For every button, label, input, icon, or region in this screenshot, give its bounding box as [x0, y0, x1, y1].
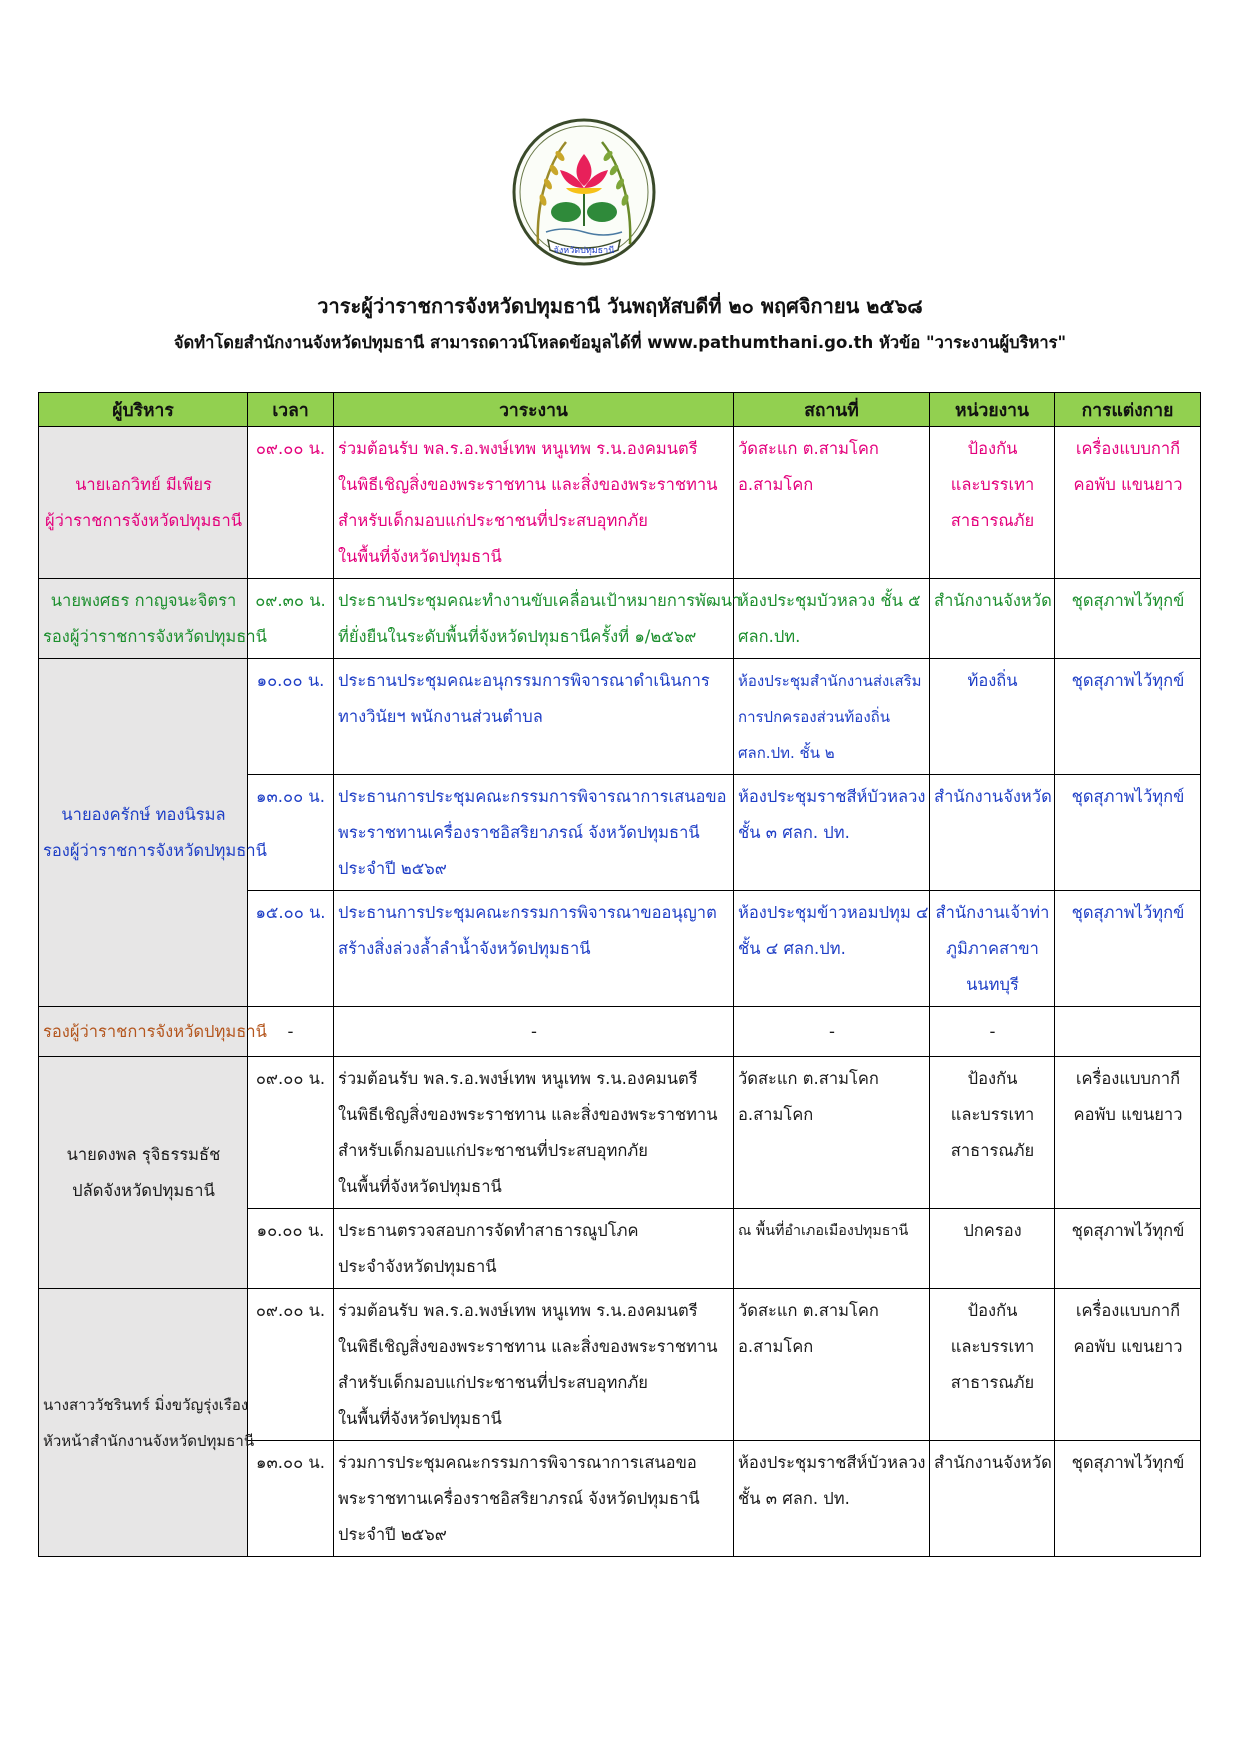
dress-line: คอพับ แขนยาว — [1073, 1105, 1183, 1124]
place-line: ห้องประชุมบัวหลวง ชั้น ๕ — [738, 591, 921, 610]
unit-cell — [930, 1289, 1055, 1441]
dress-line: ชุดสุภาพไว้ทุกข์ — [1071, 787, 1185, 806]
executive-cell — [39, 579, 267, 659]
agenda-line: สำหรับเด็กมอบแก่ประชาชนที่ประสบอุทกภัย — [338, 511, 648, 530]
unit-line: ภูมิภาคสาขา — [946, 939, 1039, 958]
unit-line: และบรรเทา — [950, 1105, 1035, 1124]
agenda-line: ในพื้นที่จังหวัดปทุมธานี — [338, 547, 502, 566]
executive-name-line: นายเอกวิทย์ มีเพียร — [75, 475, 212, 494]
time-cell: ๑๓.๐๐ น. — [248, 1441, 334, 1557]
dress-line: คอพับ แขนยาว — [1073, 475, 1183, 494]
place-line: อ.สามโคก — [738, 1337, 814, 1356]
dress-line: เครื่องแบบกากี — [1075, 1069, 1181, 1088]
unit-line: และบรรเทา — [950, 1337, 1035, 1356]
executive-name-line: รองผู้ว่าราชการจังหวัดปทุมธานี — [43, 627, 267, 646]
agenda-line: ที่ยั่งยืนในระดับพื้นที่จังหวัดปทุมธานีครั้งที่ ๑/๒๕๖๙ — [338, 627, 697, 646]
place-line: อ.สามโคก — [738, 1105, 814, 1124]
agenda-cell — [334, 659, 734, 775]
unit-cell — [930, 427, 1055, 579]
col-header-place: สถานที่ — [734, 393, 930, 427]
place-cell — [734, 659, 930, 775]
unit-line: และบรรเทา — [950, 475, 1035, 494]
dress-cell — [1055, 1057, 1201, 1209]
place-line: ห้องประชุมราชสีห์บัวหลวง — [738, 787, 926, 806]
col-header-executive: ผู้บริหาร — [39, 393, 248, 427]
table-row — [39, 1057, 1201, 1209]
agenda-cell — [334, 427, 734, 579]
unit-line: สำนักงานเจ้าท่า — [935, 903, 1050, 922]
agenda-cell — [334, 1007, 734, 1057]
unit-cell — [930, 659, 1055, 775]
executive-name-line: นายองครักษ์ ทองนิรมล — [61, 805, 226, 824]
page-title: วาระผู้ว่าราชการจังหวัดปทุมธานี วันพฤหัสบดีที่ ๒๐ พฤศจิกายน ๒๕๖๘ — [317, 294, 923, 318]
unit-line: สาธารณภัย — [950, 1141, 1035, 1160]
place-cell — [734, 1007, 930, 1057]
place-cell — [734, 427, 930, 579]
executive-cell — [39, 1057, 248, 1289]
executive-cell — [39, 1007, 267, 1057]
agenda-cell — [334, 891, 734, 1007]
agenda-line: ในพิธีเชิญสิ่งของพระราชทาน และสิ่งของพระราชทาน — [338, 1105, 718, 1124]
place-cell — [734, 1289, 930, 1441]
agenda-line: ประจำปี ๒๕๖๙ — [338, 859, 447, 878]
place-line: ห้องประชุมข้าวหอมปทุม ๔ — [738, 903, 929, 922]
dress-cell — [1055, 659, 1201, 775]
unit-line: ปกครอง — [963, 1221, 1022, 1240]
time-cell: ๐๙.๐๐ น. — [248, 1289, 334, 1441]
agenda-line: พระราชทานเครื่องราชอิสริยาภรณ์ จังหวัดปทุมธานี — [338, 823, 700, 842]
dress-line: ชุดสุภาพไว้ทุกข์ — [1071, 1453, 1185, 1472]
agenda-cell — [334, 1057, 734, 1209]
agenda-line: ทางวินัยฯ พนักงานส่วนตำบล — [338, 707, 543, 726]
dress-line: ชุดสุภาพไว้ทุกข์ — [1071, 903, 1185, 922]
agenda-line: ประจำปี ๒๕๖๙ — [338, 1525, 447, 1544]
unit-line: สาธารณภัย — [950, 511, 1035, 530]
agenda-cell — [334, 775, 734, 891]
dress-line: คอพับ แขนยาว — [1073, 1337, 1183, 1356]
agenda-line: ประธานประชุมคณะอนุกรรมการพิจารณาดำเนินการ — [338, 671, 710, 690]
time-cell: ๐๙.๓๐ น. — [248, 579, 334, 659]
dress-cell — [1055, 1007, 1201, 1057]
dress-cell — [1055, 427, 1201, 579]
place-line: อ.สามโคก — [738, 475, 814, 494]
agenda-line: ประจำจังหวัดปทุมธานี — [338, 1257, 497, 1276]
place-line: ชั้น ๓ ศลก. ปท. — [738, 823, 850, 842]
executive-cell — [39, 1289, 255, 1557]
agenda-line: ร่วมต้อนรับ พล.ร.อ.พงษ์เทพ หนูเทพ ร.น.องคมนตรี — [338, 1301, 698, 1320]
place-line: ศลก.ปท. ชั้น ๒ — [738, 744, 835, 762]
place-line: วัดสะแก ต.สามโคก — [738, 1301, 879, 1320]
agenda-line: ในพิธีเชิญสิ่งของพระราชทาน และสิ่งของพระราชทาน — [338, 1337, 718, 1356]
unit-cell — [930, 891, 1055, 1007]
time-cell: ๐๙.๐๐ น. — [248, 1057, 334, 1209]
agenda-line: ในพื้นที่จังหวัดปทุมธานี — [338, 1409, 502, 1428]
agenda-cell — [334, 579, 742, 659]
agenda-line: ในพิธีเชิญสิ่งของพระราชทาน และสิ่งของพระราชทาน — [338, 475, 718, 494]
col-header-agenda: วาระงาน — [334, 393, 734, 427]
table-header-row — [39, 393, 1201, 427]
place-line: ชั้น ๔ ศลก.ปท. — [738, 939, 846, 958]
agenda-cell — [334, 1289, 734, 1441]
unit-line: - — [989, 1022, 996, 1041]
table-row — [39, 427, 1201, 579]
agenda-line: - — [531, 1022, 537, 1041]
table-row — [39, 1007, 1201, 1057]
executive-name-line: หัวหน้าสำนักงานจังหวัดปทุมธานี — [43, 1432, 255, 1450]
agenda-cell — [334, 1209, 734, 1289]
place-line: ห้องประชุมสำนักงานส่งเสริม — [738, 672, 922, 690]
dress-cell — [1055, 579, 1201, 659]
agenda-cell — [334, 1441, 734, 1557]
col-header-dress: การแต่งกาย — [1055, 393, 1201, 427]
dress-cell — [1055, 1441, 1201, 1557]
unit-cell — [930, 775, 1055, 891]
time-cell: ๑๐.๐๐ น. — [248, 1209, 334, 1289]
place-cell — [734, 1441, 930, 1557]
time-cell: ๐๙.๐๐ น. — [248, 427, 334, 579]
dress-line: เครื่องแบบกากี — [1075, 439, 1181, 458]
unit-line: สาธารณภัย — [950, 1373, 1035, 1392]
pathumthani-provincial-seal — [508, 114, 660, 266]
place-line: วัดสะแก ต.สามโคก — [738, 1069, 879, 1088]
place-line: การปกครองส่วนท้องถิ่น — [738, 708, 890, 726]
unit-line: ป้องกัน — [967, 439, 1018, 458]
dress-line: ชุดสุภาพไว้ทุกข์ — [1071, 591, 1185, 610]
place-line: ห้องประชุมราชสีห์บัวหลวง — [738, 1453, 926, 1472]
agenda-line: สำหรับเด็กมอบแก่ประชาชนที่ประสบอุทกภัย — [338, 1141, 648, 1160]
place-line: ศลก.ปท. — [738, 627, 801, 646]
agenda-line: สำหรับเด็กมอบแก่ประชาชนที่ประสบอุทกภัย — [338, 1373, 648, 1392]
agenda-body — [39, 427, 1201, 1557]
dress-line: ชุดสุภาพไว้ทุกข์ — [1071, 671, 1185, 690]
executive-name-line: นายพงศธร กาญจนะจิตรา — [50, 591, 237, 610]
agenda-line: ประธานการประชุมคณะกรรมการพิจารณาขออนุญาต — [338, 903, 717, 922]
dress-cell — [1055, 1209, 1201, 1289]
executive-name-line: รองผู้ว่าราชการจังหวัดปทุมธานี — [43, 841, 267, 860]
place-line: ชั้น ๓ ศลก. ปท. — [738, 1489, 850, 1508]
agenda-table — [38, 392, 1201, 1557]
page-subtitle: จัดทำโดยสำนักงานจังหวัดปทุมธานี สามารถดาวน์โหลดข้อมูลได้ที่ www.pathumthani.go.th หัวข้อ "วาระงานผู้บริหาร" — [173, 333, 1067, 352]
dress-cell — [1055, 891, 1201, 1007]
agenda-line: ประธานการประชุมคณะกรรมการพิจารณาการเสนอขอ — [338, 787, 727, 806]
dress-cell — [1055, 775, 1201, 891]
col-header-time: เวลา — [248, 393, 334, 427]
time-cell: ๑๐.๐๐ น. — [248, 659, 334, 775]
unit-line: ป้องกัน — [967, 1301, 1018, 1320]
dress-line: ชุดสุภาพไว้ทุกข์ — [1071, 1221, 1185, 1240]
unit-line: ป้องกัน — [967, 1069, 1018, 1088]
executive-name-line: รองผู้ว่าราชการจังหวัดปทุมธานี — [43, 1022, 267, 1041]
agenda-line: ประธานตรวจสอบการจัดทำสาธารณูปโภค — [338, 1221, 639, 1240]
table-row — [39, 579, 1201, 659]
unit-line: สำนักงานจังหวัด — [934, 787, 1052, 806]
agenda-line: ร่วมต้อนรับ พล.ร.อ.พงษ์เทพ หนูเทพ ร.น.องคมนตรี — [338, 439, 698, 458]
unit-cell — [930, 1007, 1055, 1057]
place-cell — [734, 891, 930, 1007]
unit-line: สำนักงานจังหวัด — [934, 1453, 1052, 1472]
time-cell: ๑๕.๐๐ น. — [248, 891, 334, 1007]
unit-line: นนทบุรี — [966, 975, 1019, 994]
place-line: - — [829, 1022, 835, 1041]
agenda-line: สร้างสิ่งล่วงล้ำลำน้ำจังหวัดปทุมธานี — [338, 939, 591, 958]
seal-label: จังหวัดปทุมธานี — [553, 246, 615, 256]
executive-cell — [39, 659, 267, 1007]
executive-cell — [39, 427, 248, 579]
time-cell: ๑๓.๐๐ น. — [248, 775, 334, 891]
agenda-line: ร่วมการประชุมคณะกรรมการพิจารณาการเสนอขอ — [338, 1453, 697, 1472]
agenda-line: พระราชทานเครื่องราชอิสริยาภรณ์ จังหวัดปทุมธานี — [338, 1489, 700, 1508]
dress-line: เครื่องแบบกากี — [1075, 1301, 1181, 1320]
unit-cell — [930, 1209, 1055, 1289]
time-cell: - — [248, 1007, 334, 1057]
unit-line: สำนักงานจังหวัด — [934, 591, 1052, 610]
executive-name-line: นายดงพล รุจิธรรมธัช — [66, 1145, 221, 1164]
executive-name-line: ปลัดจังหวัดปทุมธานี — [72, 1181, 215, 1200]
table-row — [39, 1289, 1201, 1441]
unit-cell — [930, 579, 1055, 659]
unit-line: ท้องถิ่น — [967, 671, 1018, 690]
place-cell — [734, 1209, 930, 1289]
place-line: ณ พื้นที่อำเภอเมืองปทุมธานี — [738, 1223, 909, 1239]
executive-name-line: นางสาววัชรินทร์ มิ่งขวัญรุ่งเรือง — [43, 1396, 249, 1414]
place-cell — [734, 579, 930, 659]
unit-cell — [930, 1441, 1055, 1557]
place-line: วัดสะแก ต.สามโคก — [738, 439, 879, 458]
dress-cell — [1055, 1289, 1201, 1441]
executive-name-line: ผู้ว่าราชการจังหวัดปทุมธานี — [44, 511, 243, 530]
place-cell — [734, 775, 930, 891]
agenda-line: ร่วมต้อนรับ พล.ร.อ.พงษ์เทพ หนูเทพ ร.น.องคมนตรี — [338, 1069, 698, 1088]
agenda-line: ประธานประชุมคณะทำงานขับเคลื่อนเป้าหมายการพัฒนา — [338, 591, 742, 610]
unit-cell — [930, 1057, 1055, 1209]
place-cell — [734, 1057, 930, 1209]
col-header-unit: หน่วยงาน — [930, 393, 1055, 427]
table-row — [39, 659, 1201, 775]
agenda-line: ในพื้นที่จังหวัดปทุมธานี — [338, 1177, 502, 1196]
